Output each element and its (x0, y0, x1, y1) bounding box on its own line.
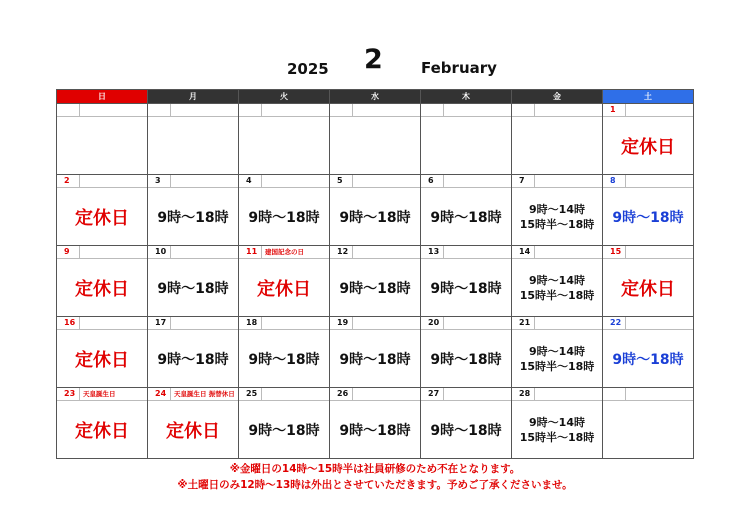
day-content (330, 401, 420, 458)
day-content (603, 117, 693, 174)
day-content (57, 401, 147, 458)
day-content (239, 401, 329, 458)
day-number: 8 (610, 176, 616, 185)
day-number-bar (512, 317, 602, 330)
calendar-header (0, 0, 750, 89)
day-number-bar (421, 104, 511, 117)
day-content (330, 330, 420, 387)
day-content (330, 259, 420, 316)
year-label: 2025 (287, 60, 329, 78)
day-cell (239, 388, 330, 459)
day-number: 6 (428, 176, 434, 185)
day-cell (57, 388, 148, 459)
day-bar-divider (625, 317, 626, 329)
day-bar-divider (534, 246, 535, 258)
day-cell (330, 317, 421, 388)
day-number-bar (421, 175, 511, 188)
day-number: 20 (428, 318, 440, 327)
day-bar-divider (352, 175, 353, 187)
day-content (148, 330, 238, 387)
day-content (330, 188, 420, 245)
day-number: 1 (610, 105, 616, 114)
day-number-bar (148, 246, 238, 259)
day-bar-divider (170, 317, 171, 329)
day-number: 9 (64, 247, 70, 256)
day-content (57, 188, 147, 245)
day-content (512, 401, 602, 458)
day-number: 18 (246, 318, 258, 327)
day-cell (603, 388, 694, 459)
hours-label: 9時～18時 (430, 422, 502, 439)
day-cell (603, 175, 694, 246)
hours-label: 9時～18時 (339, 351, 411, 368)
day-cell (512, 104, 603, 175)
day-cell (330, 104, 421, 175)
week-row (57, 104, 694, 175)
day-number: 27 (428, 389, 440, 398)
weekday-thu: 木 (421, 90, 512, 104)
day-cell (512, 246, 603, 317)
day-bar-divider (79, 246, 80, 258)
day-number: 25 (246, 389, 258, 398)
day-bar-divider (443, 388, 444, 400)
day-number: 22 (610, 318, 622, 327)
day-bar-divider (443, 246, 444, 258)
hours-label: 9時～18時 (612, 209, 684, 226)
day-content (421, 259, 511, 316)
day-bar-divider (170, 175, 171, 187)
day-number: 7 (519, 176, 525, 185)
hours-label: 9時～14時 (529, 273, 585, 287)
day-number-bar (512, 104, 602, 117)
day-number: 19 (337, 318, 349, 327)
day-content (603, 188, 693, 245)
day-number: 13 (428, 247, 440, 256)
holiday-name: 建国記念の日 (265, 248, 304, 256)
day-bar-divider (534, 175, 535, 187)
closed-label: 定休日 (75, 420, 129, 442)
note-saturday: ※土曜日のみ12時～13時は外出とさせていただきます。予めご了承くださいませ。 (177, 479, 573, 491)
day-bar-divider (625, 104, 626, 116)
day-number-bar (330, 175, 420, 188)
day-number-bar (603, 175, 693, 188)
day-bar-divider (261, 388, 262, 400)
day-number-bar (57, 317, 147, 330)
day-number-bar (148, 317, 238, 330)
day-content (421, 330, 511, 387)
day-number-bar (330, 104, 420, 117)
week-row (57, 317, 694, 388)
hours-label: 9時～18時 (339, 280, 411, 297)
closed-label: 定休日 (166, 420, 220, 442)
day-number: 14 (519, 247, 531, 256)
closed-label: 定休日 (75, 349, 129, 371)
day-bar-divider (261, 175, 262, 187)
day-cell (148, 246, 239, 317)
day-cell (421, 175, 512, 246)
day-number-bar (148, 388, 238, 401)
hours-label: 15時半～18時 (519, 217, 595, 231)
hours-label: 9時～18時 (157, 209, 229, 226)
day-bar-divider (79, 317, 80, 329)
day-bar-divider (443, 104, 444, 116)
day-bar-divider (352, 104, 353, 116)
closed-label: 定休日 (621, 136, 675, 158)
weekday-mon: 月 (148, 90, 239, 104)
day-cell (421, 246, 512, 317)
day-content (512, 188, 602, 245)
hours-label: 9時～18時 (612, 351, 684, 368)
day-content (239, 259, 329, 316)
hours-label: 9時～18時 (430, 280, 502, 297)
day-bar-divider (625, 175, 626, 187)
hours-label: 9時～18時 (157, 351, 229, 368)
day-number-bar (239, 104, 329, 117)
day-content (421, 401, 511, 458)
day-bar-divider (352, 246, 353, 258)
day-cell (330, 246, 421, 317)
day-number-bar (421, 317, 511, 330)
day-content (148, 401, 238, 458)
day-content (57, 259, 147, 316)
hours-label: 9時～18時 (430, 209, 502, 226)
day-number: 28 (519, 389, 531, 398)
hours-label: 15時半～18時 (519, 359, 595, 373)
day-bar-divider (261, 246, 262, 258)
day-content (512, 259, 602, 316)
day-bar-divider (170, 246, 171, 258)
day-number-bar (57, 246, 147, 259)
day-bar-divider (170, 104, 171, 116)
weekday-tue: 火 (239, 90, 330, 104)
day-number-bar (148, 104, 238, 117)
day-content (603, 330, 693, 387)
week-row (57, 388, 694, 459)
day-cell (239, 246, 330, 317)
day-bar-divider (443, 175, 444, 187)
day-bar-divider (170, 388, 171, 400)
week-row (57, 246, 694, 317)
day-number: 26 (337, 389, 349, 398)
month-number: 2 (364, 44, 383, 75)
day-number-bar (421, 388, 511, 401)
day-bar-divider (625, 388, 626, 400)
day-cell (421, 317, 512, 388)
day-number-bar (330, 246, 420, 259)
hours-label: 9時～14時 (529, 415, 585, 429)
day-number: 10 (155, 247, 167, 256)
day-number: 12 (337, 247, 349, 256)
day-number: 11 (246, 247, 258, 256)
calendar-grid (56, 89, 694, 459)
day-cell (57, 246, 148, 317)
day-number-bar (239, 388, 329, 401)
day-cell (57, 317, 148, 388)
day-cell (603, 246, 694, 317)
day-bar-divider (534, 317, 535, 329)
weekday-sat: 土 (603, 90, 694, 104)
day-content (148, 259, 238, 316)
day-cell (512, 388, 603, 459)
day-content (57, 330, 147, 387)
day-number: 4 (246, 176, 252, 185)
day-number: 17 (155, 318, 167, 327)
hours-label: 9時～18時 (248, 422, 320, 439)
holiday-name: 天皇誕生日 (83, 390, 116, 398)
holiday-name: 天皇誕生日 振替休日 (174, 390, 235, 398)
day-number-bar (239, 246, 329, 259)
weekday-sun: 日 (57, 90, 148, 104)
day-cell (512, 317, 603, 388)
weekday-wed: 水 (330, 90, 421, 104)
day-cell (148, 388, 239, 459)
hours-label: 9時～18時 (157, 280, 229, 297)
day-number: 24 (155, 389, 167, 398)
day-cell (421, 104, 512, 175)
day-cell (57, 175, 148, 246)
day-number-bar (603, 246, 693, 259)
day-number-bar (512, 246, 602, 259)
day-number-bar (239, 317, 329, 330)
day-cell (239, 175, 330, 246)
day-number-bar (330, 317, 420, 330)
day-number-bar (512, 388, 602, 401)
day-number-bar (57, 175, 147, 188)
day-cell (148, 175, 239, 246)
week-row (57, 175, 694, 246)
day-content (603, 259, 693, 316)
hours-label: 9時～14時 (529, 202, 585, 216)
day-cell (603, 104, 694, 175)
day-number-bar (603, 388, 693, 401)
day-number: 5 (337, 176, 343, 185)
day-cell (512, 175, 603, 246)
month-name: February (421, 59, 497, 77)
day-number-bar (603, 104, 693, 117)
day-cell (330, 175, 421, 246)
day-number-bar (603, 317, 693, 330)
hours-label: 9時～18時 (339, 209, 411, 226)
hours-label: 15時半～18時 (519, 430, 595, 444)
day-cell (603, 317, 694, 388)
closed-label: 定休日 (257, 278, 311, 300)
closed-label: 定休日 (75, 207, 129, 229)
day-number: 21 (519, 318, 531, 327)
weekday-header-row (57, 90, 694, 104)
day-bar-divider (534, 104, 535, 116)
day-number-bar (148, 175, 238, 188)
day-number-bar (512, 175, 602, 188)
day-number-bar (421, 246, 511, 259)
day-number: 3 (155, 176, 161, 185)
day-bar-divider (261, 104, 262, 116)
hours-label: 9時～18時 (248, 209, 320, 226)
hours-label: 9時～18時 (248, 351, 320, 368)
day-bar-divider (443, 317, 444, 329)
closed-label: 定休日 (621, 278, 675, 300)
day-bar-divider (352, 317, 353, 329)
day-number-bar (57, 388, 147, 401)
day-cell (330, 388, 421, 459)
weekday-fri: 金 (512, 90, 603, 104)
day-number-bar (57, 104, 147, 117)
day-cell (57, 104, 148, 175)
day-bar-divider (261, 317, 262, 329)
closed-label: 定休日 (75, 278, 129, 300)
day-cell (421, 388, 512, 459)
note-friday: ※金曜日の14時～15時半は社員研修のため不在となります。 (229, 463, 521, 475)
day-number: 16 (64, 318, 76, 327)
day-content (239, 330, 329, 387)
day-content (512, 330, 602, 387)
day-bar-divider (79, 175, 80, 187)
day-content (421, 188, 511, 245)
day-cell (239, 104, 330, 175)
day-cell (148, 317, 239, 388)
day-cell (239, 317, 330, 388)
hours-label: 9時～18時 (430, 351, 502, 368)
day-number: 15 (610, 247, 622, 256)
day-cell (148, 104, 239, 175)
day-content (239, 188, 329, 245)
hours-label: 9時～18時 (339, 422, 411, 439)
day-number: 2 (64, 176, 70, 185)
day-bar-divider (534, 388, 535, 400)
day-number-bar (239, 175, 329, 188)
day-bar-divider (79, 388, 80, 400)
day-bar-divider (352, 388, 353, 400)
hours-label: 9時～14時 (529, 344, 585, 358)
hours-label: 15時半～18時 (519, 288, 595, 302)
day-content (148, 188, 238, 245)
day-bar-divider (79, 104, 80, 116)
day-bar-divider (625, 246, 626, 258)
day-number-bar (330, 388, 420, 401)
day-number: 23 (64, 389, 76, 398)
footer-notes (0, 461, 750, 493)
